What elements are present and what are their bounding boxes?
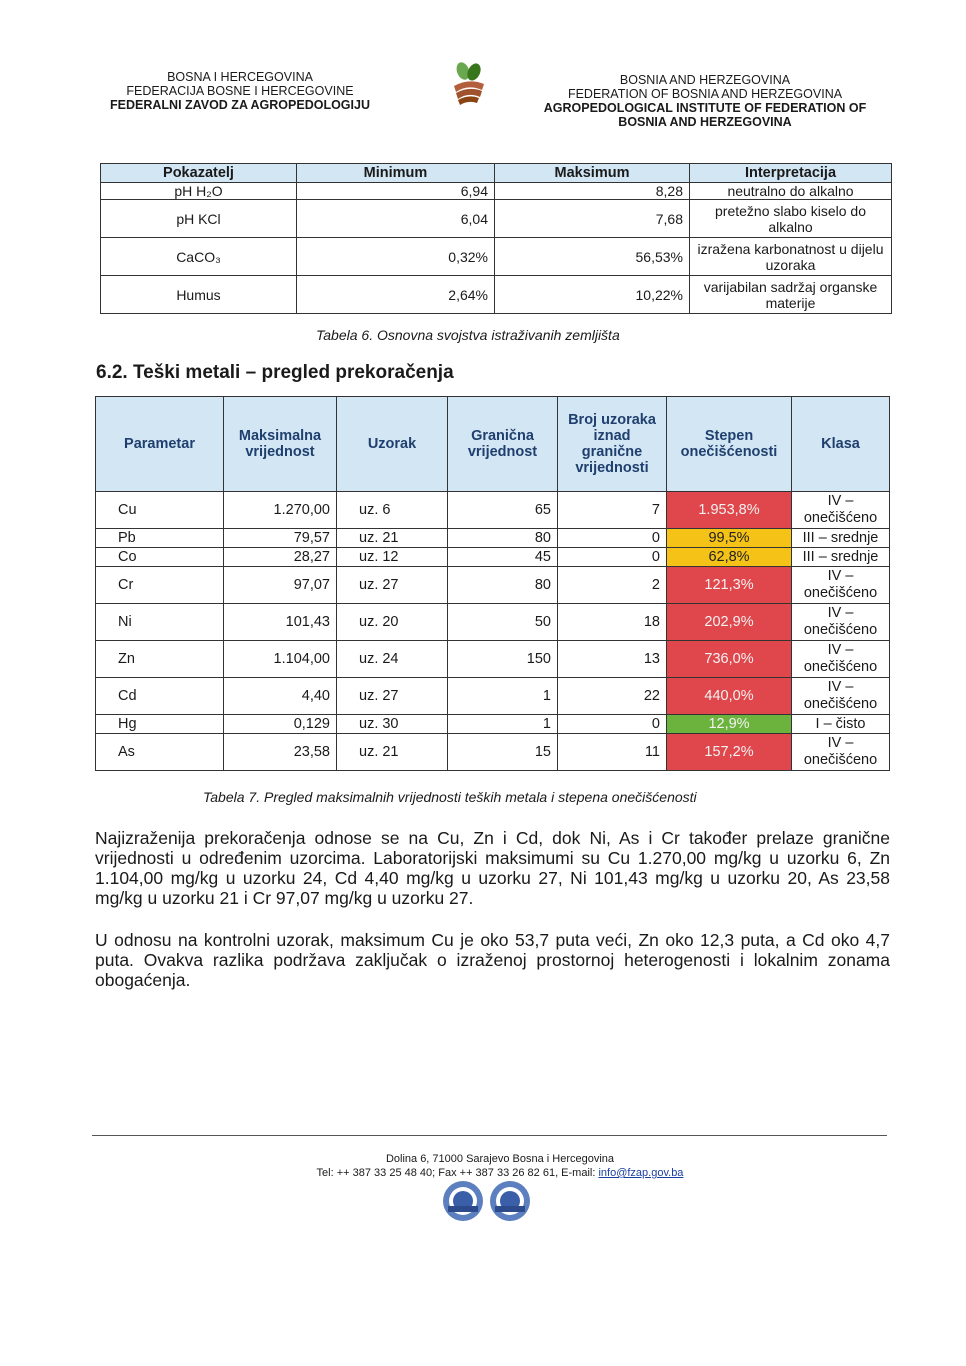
cell-kl: III – srednje: [792, 529, 890, 548]
cell-uz: uz. 21: [337, 529, 448, 548]
table-header: Maksimum: [495, 164, 690, 183]
cell-kl: IV – onečišćeno: [792, 604, 890, 641]
cell-uz: uz. 24: [337, 641, 448, 678]
table-row: [96, 678, 890, 715]
table-header: Minimum: [297, 164, 495, 183]
table-header: Parametar: [96, 397, 224, 492]
cell-p: Hg: [96, 715, 224, 734]
table-row: [96, 604, 890, 641]
cell-param: CaCO₃: [101, 238, 297, 276]
cell-uz: uz. 27: [337, 567, 448, 604]
table-row: [96, 641, 890, 678]
cell-param: pH H₂O: [101, 183, 297, 200]
footer-contact-text: Tel: ++ 387 33 25 48 40; Fax ++ 387 33 26 82 61, E-mail:: [316, 1167, 599, 1179]
cell-gr: 1: [448, 678, 558, 715]
cell-p: Ni: [96, 604, 224, 641]
header-right: [520, 73, 890, 129]
table-header: Granična vrijednost: [448, 397, 558, 492]
table-row: [96, 548, 890, 567]
cell-kl: IV – onečišćeno: [792, 734, 890, 771]
certification-seal-icon: [442, 1180, 484, 1222]
cell-min: 6,04: [297, 200, 495, 238]
header-left-line: FEDERALNI ZAVOD ZA AGROPEDOLOGIJU: [110, 98, 370, 112]
cell-max: 1.104,00: [224, 641, 337, 678]
cell-param: Humus: [101, 276, 297, 314]
table-row: [101, 183, 892, 200]
table-row: [96, 734, 890, 771]
cell-br: 2: [558, 567, 667, 604]
soil-properties-table: [100, 163, 892, 314]
cell-kl: I – čisto: [792, 715, 890, 734]
cell-uz: uz. 30: [337, 715, 448, 734]
cell-gr: 65: [448, 492, 558, 529]
table-row: [101, 200, 892, 238]
table-row: [96, 567, 890, 604]
cell-br: 22: [558, 678, 667, 715]
cell-p: Co: [96, 548, 224, 567]
cell-interp: varijabilan sadržaj organske materije: [690, 276, 892, 314]
cell-gr: 15: [448, 734, 558, 771]
table-header: Klasa: [792, 397, 890, 492]
cell-uz: uz. 6: [337, 492, 448, 529]
cell-st: 440,0%: [667, 678, 792, 715]
cell-max: 28,27: [224, 548, 337, 567]
cell-param: pH KCl: [101, 200, 297, 238]
cell-st: 1.953,8%: [667, 492, 792, 529]
cell-p: Zn: [96, 641, 224, 678]
cell-max: 101,43: [224, 604, 337, 641]
cell-min: 0,32%: [297, 238, 495, 276]
cell-uz: uz. 20: [337, 604, 448, 641]
body-paragraph: Najizraženija prekoračenja odnose se na Cu, Zn i Cd, dok Ni, As i Cr također prelaze granične vrijednosti u određenim uzorcima. Laboratorijski maksimumi su Cu 1.270,00 mg/kg u uzorku 6, Zn 1.104,00 mg/kg u uzorku 24, Cd 4,40 mg/kg u uzorku 27, Ni 101,43 mg/kg u uzorku 20, As 23,58 mg/kg u uzorku 21 i Cr 97,07 mg/kg u uzorku 27.: [95, 828, 890, 908]
cell-max: 56,53%: [495, 238, 690, 276]
cell-gr: 80: [448, 567, 558, 604]
section-title: 6.2. Teški metali – pregled prekoračenja: [96, 362, 454, 383]
cell-br: 0: [558, 529, 667, 548]
cell-st: 121,3%: [667, 567, 792, 604]
table-row: [96, 715, 890, 734]
footer-contact: [180, 1166, 820, 1180]
table-header: Stepen onečišćenosti: [667, 397, 792, 492]
cell-p: Cr: [96, 567, 224, 604]
institute-logo-icon: [446, 60, 492, 106]
cell-max: 23,58: [224, 734, 337, 771]
cell-interp: neutralno do alkalno: [690, 183, 892, 200]
cell-kl: IV – onečišćeno: [792, 567, 890, 604]
cell-p: Cd: [96, 678, 224, 715]
table-header: Maksimalna vrijednost: [224, 397, 337, 492]
table-header: Broj uzoraka iznad granične vrijednosti: [558, 397, 667, 492]
cell-max: 0,129: [224, 715, 337, 734]
cell-max: 4,40: [224, 678, 337, 715]
table-row: [96, 529, 890, 548]
cell-kl: IV – onečišćeno: [792, 641, 890, 678]
table-caption: Tabela 7. Pregled maksimalnih vrijednosti teških metala i stepena onečišćenosti: [203, 789, 697, 805]
cell-uz: uz. 12: [337, 548, 448, 567]
cell-p: Cu: [96, 492, 224, 529]
footer-divider: [92, 1135, 887, 1136]
cell-st: 62,8%: [667, 548, 792, 567]
cell-st: 736,0%: [667, 641, 792, 678]
cell-kl: IV – onečišćeno: [792, 492, 890, 529]
cell-max: 97,07: [224, 567, 337, 604]
cell-max: 1.270,00: [224, 492, 337, 529]
table-row: [101, 276, 892, 314]
heavy-metals-table: [95, 396, 890, 771]
cell-interp: pretežno slabo kiselo do alkalno: [690, 200, 892, 238]
cell-interp: izražena karbonatnost u dijelu uzoraka: [690, 238, 892, 276]
table-row: [96, 492, 890, 529]
cell-st: 157,2%: [667, 734, 792, 771]
table-header: Pokazatelj: [101, 164, 297, 183]
cell-st: 202,9%: [667, 604, 792, 641]
cell-max: 10,22%: [495, 276, 690, 314]
cell-p: Pb: [96, 529, 224, 548]
cell-kl: III – srednje: [792, 548, 890, 567]
email-link[interactable]: info@fzap.gov.ba: [598, 1167, 684, 1179]
cell-st: 99,5%: [667, 529, 792, 548]
cell-uz: uz. 21: [337, 734, 448, 771]
certification-seal-icon: [489, 1180, 531, 1222]
header-left-line: BOSNA I HERCEGOVINA: [167, 70, 313, 84]
cell-br: 18: [558, 604, 667, 641]
header-right-line: FEDERATION OF BOSNIA AND HERZEGOVINA: [567, 87, 843, 101]
cell-br: 0: [558, 715, 667, 734]
header-left: [95, 70, 385, 112]
table-header: Interpretacija: [690, 164, 892, 183]
cell-kl: IV – onečišćeno: [792, 678, 890, 715]
cell-max: 8,28: [495, 183, 690, 200]
cell-br: 11: [558, 734, 667, 771]
header-right-line: BOSNIA AND HERZEGOVINA: [619, 73, 791, 87]
cell-gr: 50: [448, 604, 558, 641]
cell-min: 2,64%: [297, 276, 495, 314]
cell-br: 0: [558, 548, 667, 567]
cell-gr: 80: [448, 529, 558, 548]
cell-max: 79,57: [224, 529, 337, 548]
footer-address: Dolina 6, 71000 Sarajevo Bosna i Hercegovina: [385, 1153, 615, 1165]
cell-gr: 1: [448, 715, 558, 734]
cell-br: 7: [558, 492, 667, 529]
cell-gr: 150: [448, 641, 558, 678]
cell-min: 6,94: [297, 183, 495, 200]
cell-gr: 45: [448, 548, 558, 567]
header-right-line: BOSNIA AND HERZEGOVINA: [618, 115, 792, 129]
header-right-line: AGROPEDOLOGICAL INSTITUTE OF FEDERATION OF: [543, 101, 867, 115]
cell-p: As: [96, 734, 224, 771]
body-paragraph: U odnosu na kontrolni uzorak, maksimum Cu je oko 53,7 puta veći, Zn oko 12,3 puta, a Cd oko 4,7 puta. Ovakva razlika podržava zaključak o izraženoj prostornoj heterogenosti i lokalnim zonama obogaćenja.: [95, 930, 890, 990]
cell-uz: uz. 27: [337, 678, 448, 715]
cell-br: 13: [558, 641, 667, 678]
table-row: [101, 238, 892, 276]
cell-max: 7,68: [495, 200, 690, 238]
header-left-line: FEDERACIJA BOSNE I HERCEGOVINE: [126, 84, 354, 98]
cell-st: 12,9%: [667, 715, 792, 734]
table-header: Uzorak: [337, 397, 448, 492]
table-caption: Tabela 6. Osnovna svojstva istraživanih zemljišta: [316, 327, 620, 343]
